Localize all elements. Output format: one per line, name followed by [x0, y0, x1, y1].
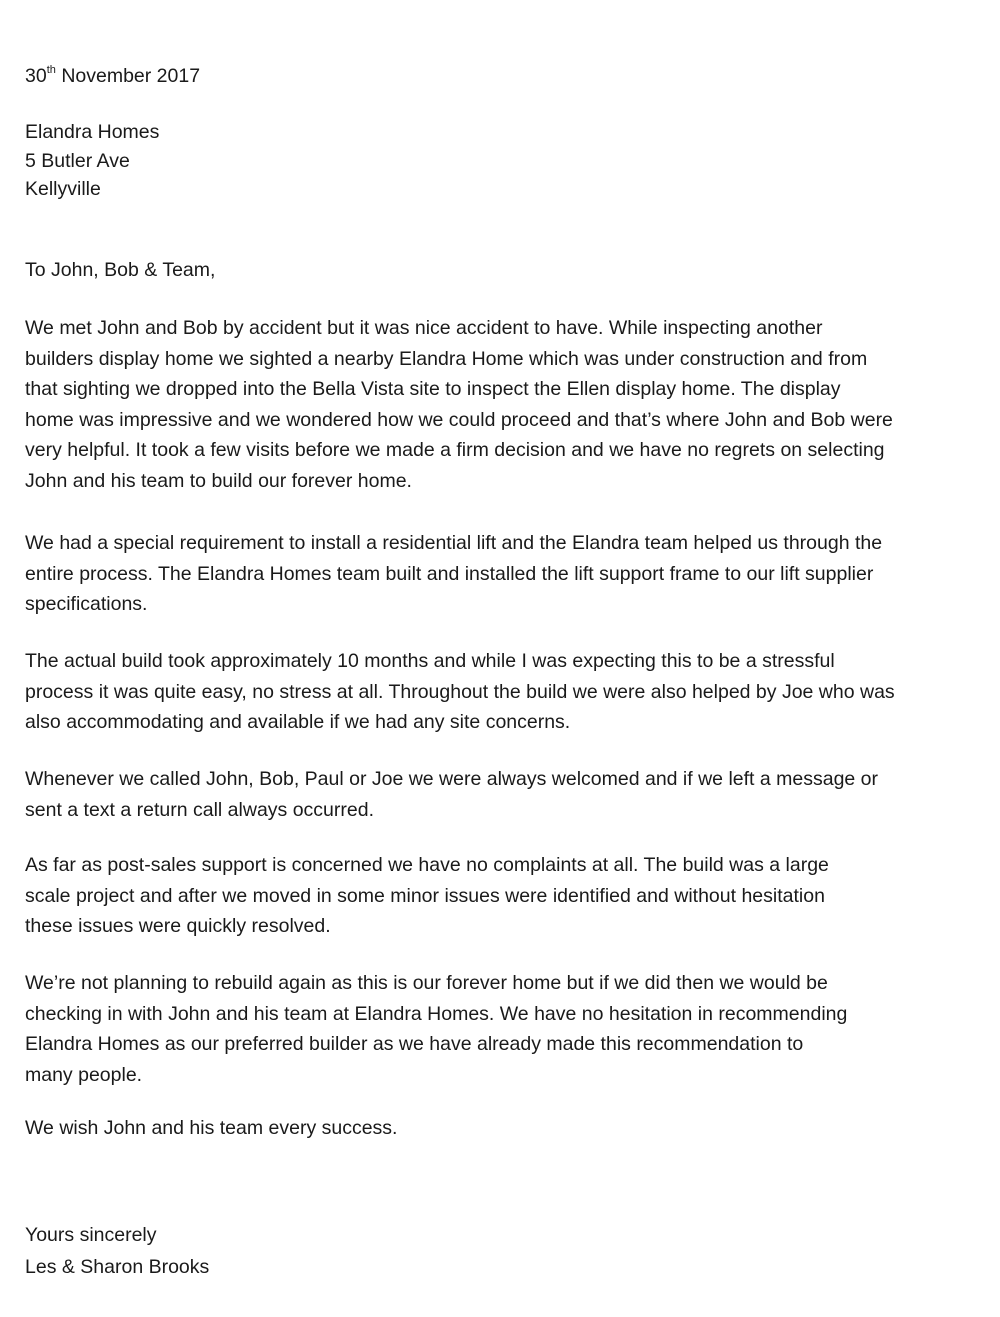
body-paragraph-4 [25, 764, 970, 825]
paragraph-line: entire process. The Elandra Homes team built and installed the lift support frame to our lift supplier [25, 562, 874, 585]
recipient-company: Elandra Homes [25, 121, 160, 143]
paragraph-line: Elandra Homes as our preferred builder as we have already made this recommendation to [25, 1033, 804, 1055]
body-paragraph-6 [25, 968, 970, 1090]
closing: Yours sincerely [25, 1224, 157, 1246]
paragraph-line: sent a text a return call always occurred. [25, 798, 374, 821]
paragraph-line: Whenever we called John, Bob, Paul or Joe we were always welcomed and if we left a message or [25, 768, 879, 790]
letter-date [25, 61, 200, 91]
paragraph-line: scale project and after we moved in some minor issues were identified and without hesitation [25, 884, 825, 907]
paragraph-line: The actual build took approximately 10 months and while I was expecting this to be a stressful [25, 650, 835, 672]
paragraph-line: As far as post-sales support is concerned we have no complaints at all. The build was a large [25, 854, 829, 876]
recipient-suburb: Kellyville [25, 178, 101, 200]
paragraph-line: We’re not planning to rebuild again as this is our forever home but if we did then we would be [25, 972, 828, 994]
paragraph-line: specifications. [25, 593, 148, 615]
paragraph-line: also accommodating and available if we had any site concerns. [25, 711, 571, 733]
paragraph-line: We met John and Bob by accident but it was nice accident to have. While inspecting another [25, 317, 823, 339]
paragraph-line: builders display home we sighted a nearby Elandra Home which was under construction and from [25, 347, 868, 370]
paragraph-line: process it was quite easy, no stress at all. Throughout the build we were also helped by Joe who was [25, 680, 895, 703]
date-month-year: November 2017 [61, 65, 201, 87]
body-paragraph-7 [25, 1113, 970, 1144]
paragraph-line: these issues were quickly resolved. [25, 915, 331, 937]
body-paragraph-5 [25, 850, 970, 942]
paragraph-line: We had a special requirement to install a residential lift and the Elandra team helped us through the [25, 532, 883, 554]
paragraph-line: We wish John and his team every success. [25, 1117, 398, 1139]
date-day: 30 [25, 65, 47, 87]
paragraph-line: that sighting we dropped into the Bella Vista site to inspect the Ellen display home. The display [25, 378, 841, 400]
body-paragraph-3 [25, 646, 970, 738]
paragraph-line: John and his team to build our forever home. [25, 469, 412, 492]
body-paragraph-2 [25, 528, 970, 620]
body-paragraph-1 [25, 313, 970, 496]
paragraph-line: many people. [25, 1063, 143, 1086]
signatory: Les & Sharon Brooks [25, 1256, 210, 1278]
paragraph-line: very helpful. It took a few visits before we made a firm decision and we have no regrets on selecting [25, 439, 885, 461]
date-ordinal-suffix: th [46, 63, 56, 76]
paragraph-line: home was impressive and we wondered how we could proceed and that’s where John and Bob were [25, 408, 893, 431]
paragraph-line: checking in with John and his team at Elandra Homes. We have no hesitation in recommending [25, 1002, 848, 1025]
recipient-street: 5 Butler Ave [25, 150, 130, 172]
salutation: To John, Bob & Team, [25, 259, 216, 281]
